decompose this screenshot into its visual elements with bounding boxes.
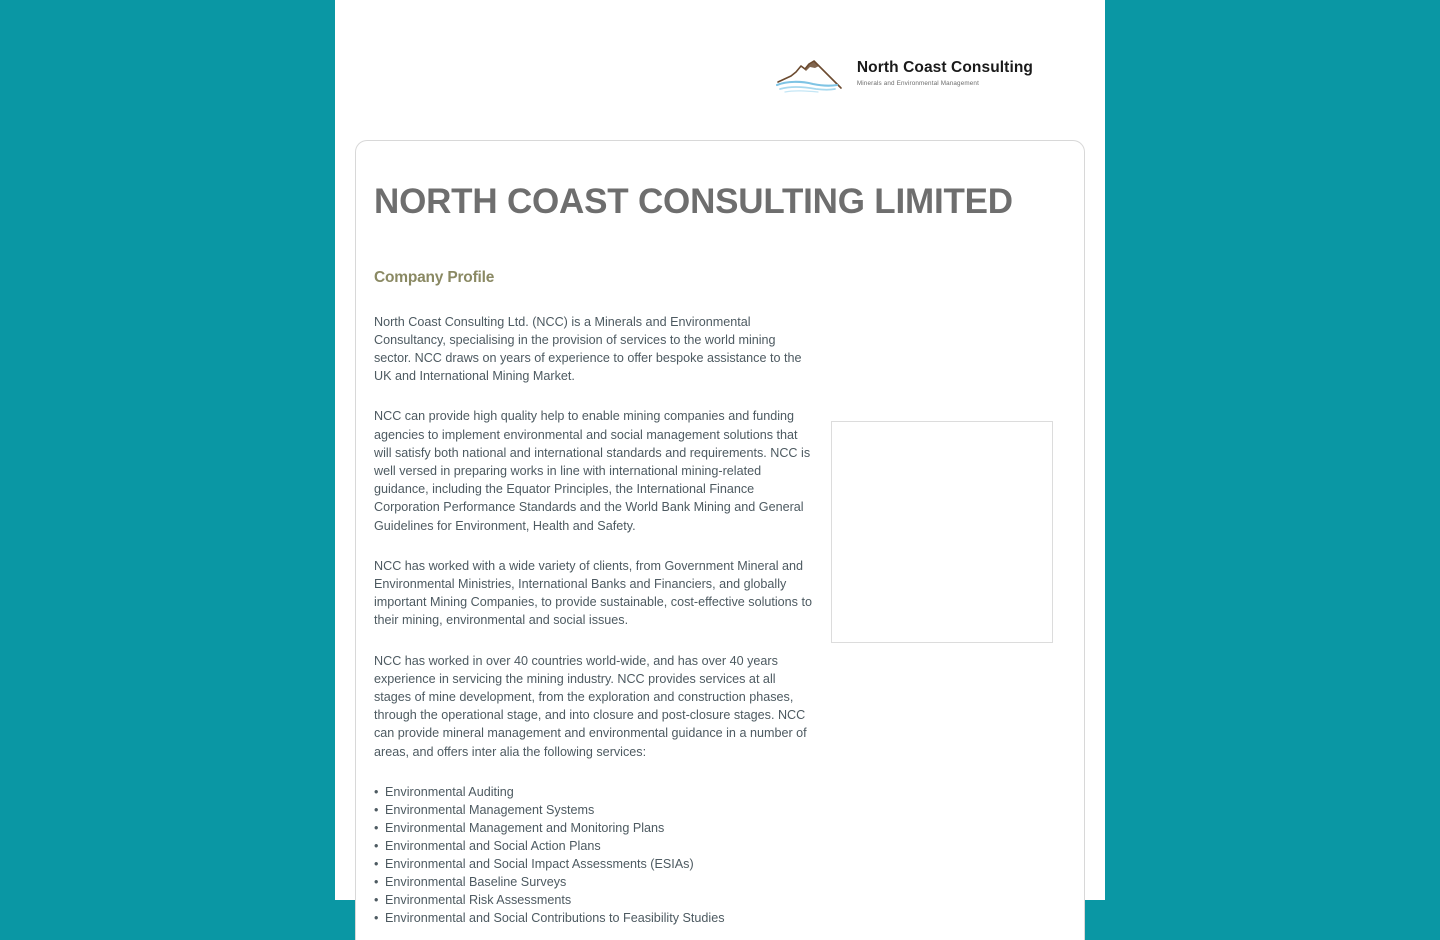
profile-paragraph: NCC can provide high quality help to enable mining companies and funding agencies to implement environmental and social management solutions that will satisfy both national and international standards and requirements. NCC is well versed in preparing works in line with international mining-related guidance, including the Equator Principles, the International Finance Corporation Performance Standards and the World Bank Mining and General Guidelines for Environment, Health and Safety. <box>374 409 811 533</box>
list-item: • Environmental and Social Contributions to Feasibility Studies <box>374 909 814 927</box>
body-area <box>356 269 1084 928</box>
list-item: • Environmental Risk Assessments <box>374 891 814 909</box>
mountain-coast-icon <box>775 58 847 96</box>
list-item: • Environmental and Social Impact Assessments (ESIAs) <box>374 855 814 873</box>
logo-text-block <box>857 56 1033 87</box>
image-placeholder <box>831 421 1053 643</box>
profile-paragraph: NCC has worked with a wide variety of clients, from Government Mineral and Environmental Ministries, International Banks and Financiers, and globally important Mining Companies, to provide sustainable, cost-effective solutions to their mining, environmental and social issues. <box>374 558 812 628</box>
company-logo[interactable] <box>775 56 1033 96</box>
content-card <box>355 140 1085 940</box>
site-header <box>335 0 1105 130</box>
profile-text-column <box>374 313 814 928</box>
list-item: • Environmental Baseline Surveys <box>374 873 814 891</box>
services-list <box>374 783 814 928</box>
list-item: • Environmental and Social Action Plans <box>374 837 814 855</box>
logo-tagline: Minerals and Environmental Management <box>856 79 979 87</box>
list-item: • Environmental Auditing <box>374 783 814 801</box>
logo-company-name: North Coast Consulting <box>856 59 1033 76</box>
list-item: • Environmental Management Systems <box>374 801 814 819</box>
page-title: NORTH COAST CONSULTING LIMITED <box>374 182 1013 221</box>
profile-paragraph: NCC has worked in over 40 countries world-wide, and has over 40 years experience in servicing the mining industry. NCC provides services at all stages of mine development, from the exploration and construction phases, through the operational stage, and into closure and post-closure stages. NCC can provide mineral management and environmental guidance in a number of areas, and offers inter alia the following services: <box>374 653 807 759</box>
profile-paragraph: North Coast Consulting Ltd. (NCC) is a Minerals and Environmental Consultancy, specialising in the provision of services to the world mining sector. NCC draws on years of experience to offer bespoke assistance to the UK and International Mining Market. <box>374 314 802 384</box>
section-heading-company-profile: Company Profile <box>374 268 495 286</box>
document-page <box>335 0 1105 926</box>
list-item: • Environmental Management and Monitoring Plans <box>374 819 814 837</box>
